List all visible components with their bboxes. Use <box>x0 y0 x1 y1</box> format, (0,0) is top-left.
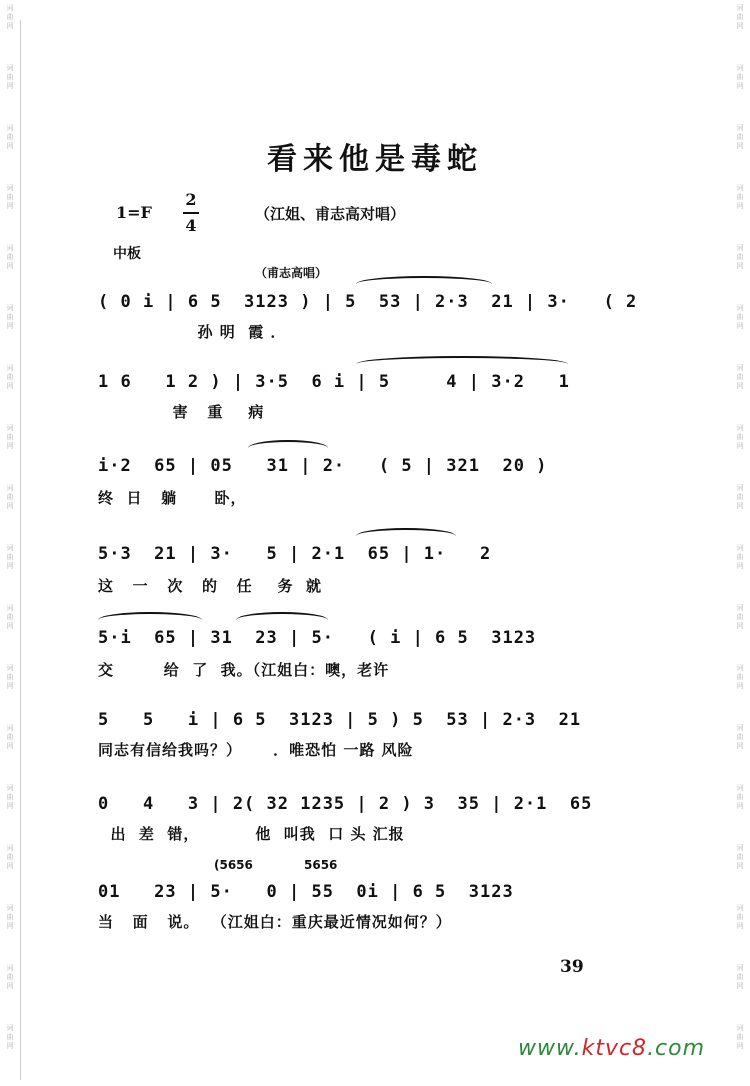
watermark-text: 词曲网 <box>6 124 14 150</box>
time-signature-top: 2 <box>185 190 197 209</box>
watermark-text: 词曲网 <box>736 664 744 690</box>
notation-line: i·2 65 | 05 31 | 2· ( 5 | 321 20 ) <box>98 456 548 476</box>
watermark-text: 词曲网 <box>736 724 744 750</box>
notation-line: 5 5 i | 6 5 3123 | 5 ) 5 53 | 2·3 21 <box>98 710 582 730</box>
watermark-text: 词曲网 <box>736 424 744 450</box>
page-number: 39 <box>560 957 584 977</box>
watermark-text: 词曲网 <box>736 844 744 870</box>
slur <box>356 276 492 284</box>
grace-notes: (5656 <box>214 858 253 872</box>
watermark-text: 词曲网 <box>736 904 744 930</box>
watermark-text: 词曲网 <box>6 544 14 570</box>
slur <box>248 440 328 448</box>
lyric-line: 终 日 躺 卧， <box>98 489 247 507</box>
watermark-text: 词曲网 <box>736 544 744 570</box>
watermark-text: 词曲网 <box>6 784 14 810</box>
watermark-text: 词曲网 <box>6 904 14 930</box>
lyric-line: 当 面 说。 （江姐白：重庆最近情况如何？） <box>98 913 452 931</box>
slur <box>236 612 328 620</box>
notation-line: 1 6 1 2 ) | 3·5 6 i | 5 4 | 3·2 1 <box>98 372 570 392</box>
watermark-text: 词曲网 <box>736 304 744 330</box>
watermark-text: 词曲网 <box>6 604 14 630</box>
site-watermark <box>518 1036 705 1061</box>
watermark-text: 词曲网 <box>6 64 14 90</box>
slur <box>98 612 202 620</box>
lyric-line: 害 重 病 <box>98 403 265 421</box>
watermark-text: 词曲网 <box>736 964 744 990</box>
watermark-text: 词曲网 <box>6 4 14 30</box>
time-signature <box>183 190 199 236</box>
lyric-line: 孙 明 霞 ． <box>98 323 287 341</box>
singer-annotation: （甫志高唱） <box>255 266 328 280</box>
lyric-line: 这 一 次 的 任 务 就 <box>98 577 322 595</box>
watermark-text: 词曲网 <box>736 64 744 90</box>
watermark-text: 词曲网 <box>6 844 14 870</box>
watermark-text: 词曲网 <box>736 4 744 30</box>
lyric-line: 同志有信给我吗？） ．唯恐怕 一路 风险 <box>98 741 414 759</box>
song-title: 看来他是毒蛇 <box>267 142 483 177</box>
watermark-text: 词曲网 <box>6 964 14 990</box>
notation-line: 5·3 21 | 3· 5 | 2·1 65 | 1· 2 <box>98 544 492 564</box>
watermark-text: 词曲网 <box>6 424 14 450</box>
watermark-text: 词曲网 <box>736 604 744 630</box>
lyric-line: 出 差 错， 他 叫我 口 头 汇报 <box>98 825 405 843</box>
notation-line: ( 0 i | 6 5 3123 ) | 5 53 | 2·3 21 | 3· ( 2 <box>98 292 638 312</box>
slur <box>356 356 568 364</box>
watermark-text: 词曲网 <box>736 184 744 210</box>
site-url-part: .com <box>647 1036 706 1061</box>
site-url-part: www. <box>518 1036 582 1061</box>
key-signature: 1=F <box>116 203 152 222</box>
tempo-marking: 中板 <box>113 246 141 262</box>
watermark-text: 词曲网 <box>6 364 14 390</box>
watermark-text: 词曲网 <box>736 784 744 810</box>
watermark-text: 词曲网 <box>736 364 744 390</box>
grace-notes: 5656 <box>304 858 338 872</box>
watermark-text: 词曲网 <box>6 484 14 510</box>
notation-line: 01 23 | 5· 0 | 55 0i | 6 5 3123 <box>98 882 514 902</box>
lyric-line: 交 给 了 我。（江姐白：噢，老许 <box>98 661 390 679</box>
watermark-text: 词曲网 <box>736 124 744 150</box>
slur <box>356 528 456 536</box>
site-url-part: ktvc8 <box>581 1036 648 1061</box>
performers-note: （江姐、甫志高对唱） <box>255 205 406 223</box>
watermark-text: 词曲网 <box>6 724 14 750</box>
watermark-text: 词曲网 <box>6 664 14 690</box>
time-signature-bar <box>183 212 199 214</box>
watermark-text: 词曲网 <box>736 484 744 510</box>
watermark-text: 词曲网 <box>6 1024 14 1050</box>
watermark-text: 词曲网 <box>736 244 744 270</box>
watermark-text: 词曲网 <box>6 244 14 270</box>
notation-line: 5·i 65 | 31 23 | 5· ( i | 6 5 3123 <box>98 628 537 648</box>
notation-line: 0 4 3 | 2( 32 1235 | 2 ) 3 35 | 2·1 65 <box>98 794 593 814</box>
watermark-text: 词曲网 <box>6 304 14 330</box>
time-signature-bottom: 4 <box>185 216 197 235</box>
watermark-text: 词曲网 <box>6 184 14 210</box>
watermark-text: 词曲网 <box>736 1024 744 1050</box>
left-margin-line <box>20 20 21 1080</box>
